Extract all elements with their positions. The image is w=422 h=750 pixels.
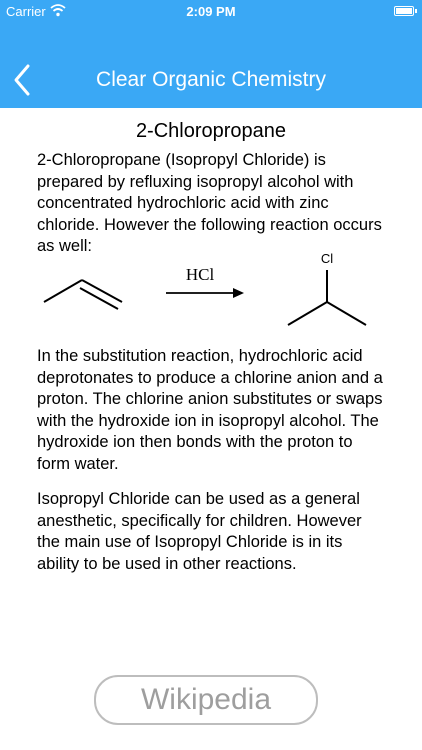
chlorine-label: Cl [320, 251, 334, 266]
navigation-header [0, 0, 422, 108]
uses-paragraph: Isopropyl Chloride can be used as a general anesthetic, specifically for children. However the main use of Isopropyl Chloride is in its ability to be used in other reactions. [37, 490, 362, 573]
page-title: 2-Chloropropane [135, 120, 287, 142]
nav-title: Clear Organic Chemistry [96, 68, 326, 91]
intro-paragraph: 2-Chloropropane (Isopropyl Chloride) is prepared by refluxing isopropyl alcohol with concentrated hydrochloric acid with zinc chloride. However the following reaction occurs as well: [37, 151, 382, 255]
reagent-label: HCl [185, 265, 215, 284]
battery-icon [394, 6, 414, 16]
back-button[interactable] [6, 62, 42, 98]
chevron-left-icon [6, 62, 42, 98]
reaction-diagram [30, 250, 390, 335]
status-time: 2:09 PM [186, 4, 236, 19]
wikipedia-button[interactable]: Wikipedia [94, 675, 318, 725]
propene-structure [44, 280, 122, 309]
carrier-label: Carrier [6, 4, 46, 19]
chloropropane-structure [288, 251, 366, 325]
mechanism-paragraph: In the substitution reaction, hydrochloric acid deprotonates to produce a chlorine anion and a proton. The chlorine anion substitutes or swaps with the hydroxide ion in isopropyl alcohol. The hydroxide ion then bonds with the proton to form water. [37, 347, 383, 473]
reaction-arrow [166, 288, 244, 298]
status-bar [0, 0, 422, 24]
